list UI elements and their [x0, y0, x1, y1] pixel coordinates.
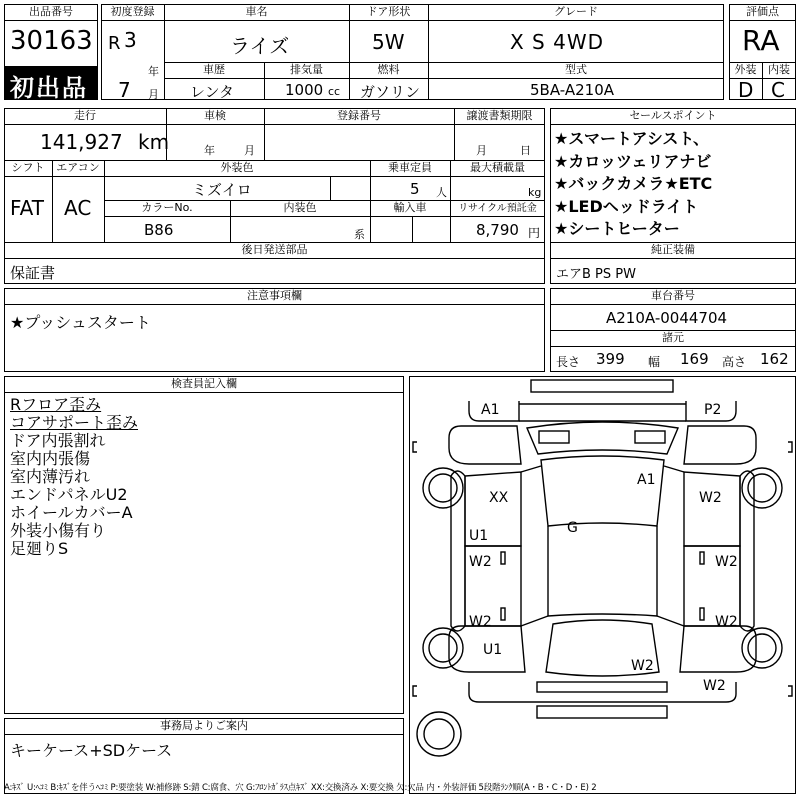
office-text: キーケース+SDケース [10, 741, 173, 760]
damage-mark: W2 [715, 614, 738, 630]
lot-number: 30163 [10, 26, 93, 56]
later-parts: 保証書 [10, 264, 56, 282]
reg-year-unit: 年 [148, 65, 159, 78]
score: RA [742, 24, 780, 57]
inspector-line: コアサポート歪み [10, 413, 139, 432]
reg-era: R [108, 33, 121, 54]
sales-points-list [554, 128, 712, 241]
inspector-line: ホイールカバーA [10, 503, 133, 522]
model: 5BA-A210A [530, 81, 615, 99]
recycle-fee: 8,790 [476, 221, 519, 239]
inspection-month-unit: 月 [244, 144, 255, 157]
color-no-label: カラーNo. [141, 201, 193, 214]
sales-points-label: セールスポイント [629, 109, 717, 122]
inspector-notes [10, 396, 138, 558]
history-label: 車歴 [203, 63, 225, 76]
history: レンタ [190, 83, 235, 101]
factory-equipment: エアB PS PW [556, 267, 636, 282]
inspection-label: 車検 [204, 109, 226, 122]
reg-month: 7 [118, 78, 131, 102]
inspector-label: 検査員記入欄 [171, 377, 237, 390]
damage-mark: P2 [704, 402, 722, 418]
transfer-day-unit: 日 [520, 144, 531, 157]
damage-mark: A1 [637, 472, 656, 488]
length-label: 長さ [556, 355, 581, 369]
grade: X S 4WD [510, 30, 605, 54]
interior-label: 内装 [768, 63, 790, 76]
damage-mark: W2 [715, 554, 738, 570]
chassis-number: A210A-0044704 [606, 309, 728, 327]
lot-number-label: 出品番号 [29, 5, 73, 18]
exterior-grade: D [738, 78, 754, 102]
aircon-label: エアコン [56, 161, 100, 174]
damage-mark: A1 [481, 402, 500, 418]
door-label: ドア形状 [366, 5, 411, 18]
mileage-label: 走行 [74, 109, 96, 122]
damage-mark: W2 [699, 490, 722, 506]
model-label: 型式 [565, 63, 587, 76]
displacement: 1000 [285, 81, 324, 99]
spec-label: 諸元 [662, 331, 684, 344]
transfer-docs-label: 譲渡書類期限 [466, 109, 533, 122]
height: 162 [760, 350, 789, 368]
score-label: 評価点 [746, 5, 779, 18]
damage-mark: W2 [703, 678, 726, 694]
fuel: ガソリン [360, 83, 421, 101]
first-listing-label: 初出品 [10, 74, 88, 102]
sales-point: ★カロッツェリアナビ [554, 151, 712, 171]
max-load-unit: kg [528, 186, 542, 199]
exterior-label: 外装 [734, 63, 757, 76]
damage-mark: G [567, 520, 578, 536]
exterior-color-label: 外装色 [220, 161, 254, 174]
recycle-label: リサイクル預託金 [458, 203, 537, 214]
car-name: ライズ [230, 34, 290, 58]
registration-no-label: 登録番号 [337, 109, 381, 122]
import-label: 輸入車 [393, 201, 427, 214]
notes-label: 注意事項欄 [247, 289, 302, 302]
inspector-line: エンドパネルU2 [10, 485, 128, 504]
car-diagram [409, 376, 796, 794]
damage-mark: W2 [631, 658, 654, 674]
legend: A:ｷｽﾞ U:ﾍｺﾐ B:ｷｽﾞを伴うﾍｺﾐ P:要塗装 W:補修跡 S:錆 C:腐食、穴 G:ﾌﾛﾝﾄｶﾞﾗｽ点ｷｽﾞ XX:交換済み X:要交換 欠:欠品 内・外装評価 5段階ﾗﾝｸ順(A・B・C・D・E) 2 [4, 783, 597, 793]
aircon: AC [64, 196, 92, 220]
factory-equipment-label: 純正装備 [651, 243, 695, 256]
height-label: 高さ [722, 355, 747, 369]
interior-color-unit: 系 [354, 228, 365, 241]
reg-label: 初度登録 [110, 5, 155, 18]
office-label: 事務局よりご案内 [160, 719, 248, 732]
mileage-unit: km [138, 130, 170, 154]
transfer-month-unit: 月 [476, 144, 487, 157]
sales-point: ★スマートアシスト、 [554, 129, 709, 148]
inspector-line: 室内内張傷 [10, 449, 91, 468]
sales-point: ★LEDヘッドライト [554, 196, 699, 216]
inspector-line: Rフロア歪み [10, 395, 102, 414]
reg-year: 3 [124, 28, 137, 52]
exterior-color: ミズイロ [192, 181, 252, 199]
sales-point: ★シートヒーター [554, 219, 680, 238]
chassis-label: 車台番号 [651, 289, 695, 302]
door: 5W [372, 30, 405, 54]
notes-text: ★プッシュスタート [10, 313, 151, 332]
width-label: 幅 [648, 355, 661, 369]
car-name-label: 車名 [245, 5, 268, 18]
damage-mark: W2 [469, 554, 492, 570]
damage-mark: U1 [469, 528, 489, 544]
length: 399 [596, 350, 625, 368]
inspector-line: 足廻りS [10, 539, 69, 558]
displacement-unit: cc [328, 85, 341, 98]
mileage: 141,927 [40, 130, 123, 154]
inspector-line: ドア内張割れ [10, 431, 106, 450]
interior-grade: C [771, 78, 785, 102]
reg-month-unit: 月 [148, 88, 159, 101]
shift: FAT [10, 196, 45, 220]
sales-point: ★バックカメラ★ETC [554, 174, 713, 193]
grade-label: グレード [554, 5, 598, 18]
seats-unit: 人 [436, 186, 447, 199]
seats-label: 乗車定員 [388, 161, 432, 174]
later-parts-label: 後日発送部品 [241, 243, 308, 256]
displacement-label: 排気量 [290, 63, 323, 76]
max-load-label: 最大積載量 [470, 161, 525, 174]
inspection-year-unit: 年 [204, 144, 215, 157]
interior-color-label: 内装色 [283, 201, 317, 214]
recycle-unit: 円 [528, 226, 541, 240]
inspector-line: 室内薄汚れ [10, 467, 91, 486]
fuel-label: 燃料 [377, 63, 400, 76]
damage-mark: XX [489, 490, 509, 506]
inspector-line: 外装小傷有り [10, 521, 107, 540]
seats: 5 [410, 180, 420, 198]
damage-mark: U1 [483, 642, 503, 658]
damage-mark: W2 [469, 614, 492, 630]
shift-label: シフト [11, 161, 45, 174]
width: 169 [680, 350, 709, 368]
color-no: B86 [144, 221, 174, 239]
